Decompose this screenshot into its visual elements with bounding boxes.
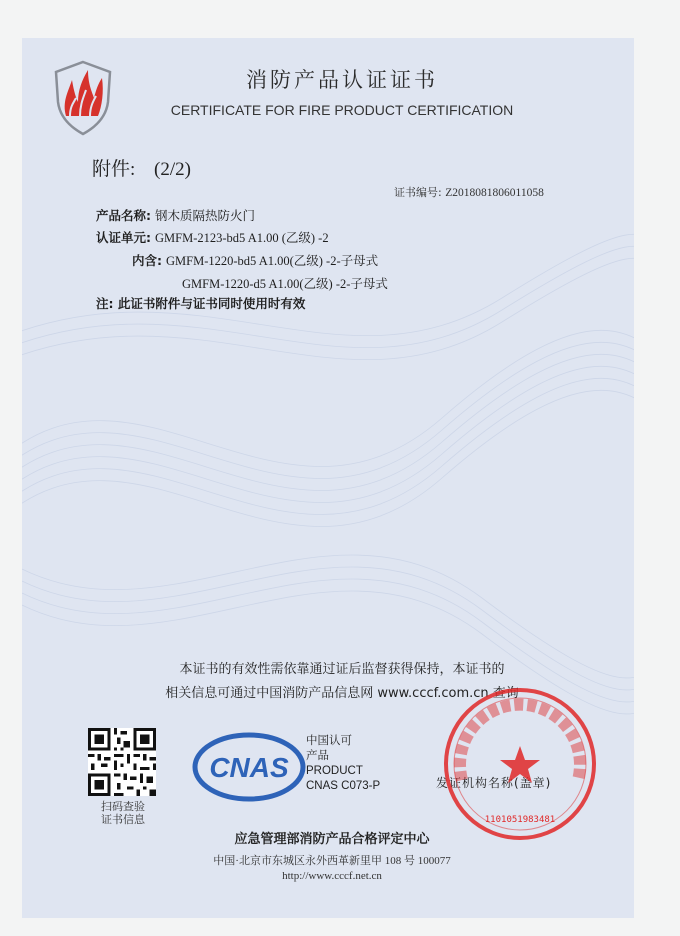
product-name-value: 钢木质隔热防火门	[154, 208, 255, 223]
certificate-title-english: CERTIFICATE FOR FIRE PRODUCT CERTIFICATION	[170, 102, 514, 118]
cnas-line-4: CNAS C073-P	[306, 780, 381, 792]
annex-label: 附件:	[92, 159, 136, 180]
contains-row-2	[182, 274, 388, 292]
certification-unit-row	[96, 228, 329, 246]
qr-caption-line-2: 证书信息	[101, 813, 145, 826]
cnas-accreditation-logo	[190, 730, 308, 804]
cnas-line-1: 中国认可	[306, 735, 352, 747]
certification-unit-value: GMFM-2123-bd5 A1.00 (乙级) -2	[154, 231, 329, 245]
certificate-number-label: 证书编号:	[394, 186, 442, 199]
issuing-center-name: 应急管理部消防产品合格评定中心	[234, 832, 430, 847]
issuing-body-label: 发证机构名称(盖章)	[436, 776, 552, 790]
contains-item: GMFM-1220-bd5 A1.00(乙级) -2-子母式	[165, 254, 379, 268]
product-name-row	[96, 206, 255, 224]
contains-row	[132, 251, 378, 269]
issuing-center-url: http://www.cccf.net.cn	[282, 870, 382, 882]
product-name-label: 产品名称:	[96, 208, 151, 223]
cnas-line-3: PRODUCT	[306, 765, 363, 777]
verification-qr-code	[88, 728, 156, 796]
cnas-accreditation-text	[306, 734, 380, 794]
issuing-center-address: 中国·北京市东城区永外西革新里甲 108 号 100077	[213, 855, 451, 867]
annex-validity-note: 注: 此证书附件与证书同时使用时有效	[96, 296, 306, 311]
qr-caption	[86, 800, 160, 826]
annex-page: (2/2)	[154, 159, 191, 180]
certificate-number-value: Z2018081806011058	[445, 187, 544, 199]
certificate-sheet	[22, 38, 634, 918]
contains-item: GMFM-1220-d5 A1.00(乙级) -2-子母式	[182, 277, 388, 291]
certificate-number	[394, 184, 544, 200]
annex-heading	[92, 154, 191, 181]
cnas-line-2: 产品	[306, 750, 329, 762]
contains-label: 内含:	[132, 253, 162, 268]
certification-unit-label: 认证单元:	[96, 230, 151, 245]
certificate-title-chinese: 消防产品认证证书	[246, 68, 438, 92]
validity-line-1: 本证书的有效性需依靠通过证后监督获得保持，本证书的	[179, 662, 505, 677]
official-red-seal-stamp	[440, 684, 600, 844]
qr-caption-line-1: 扫码查验	[101, 800, 145, 813]
fire-certification-logo-icon	[52, 58, 114, 136]
cnas-logo-text: CNAS	[209, 752, 289, 783]
stamp-number: 1101051983481	[484, 815, 556, 825]
validity-line-2: 相关信息可通过中国消防产品信息网 www.cccf.com.cn 查询	[165, 686, 519, 701]
